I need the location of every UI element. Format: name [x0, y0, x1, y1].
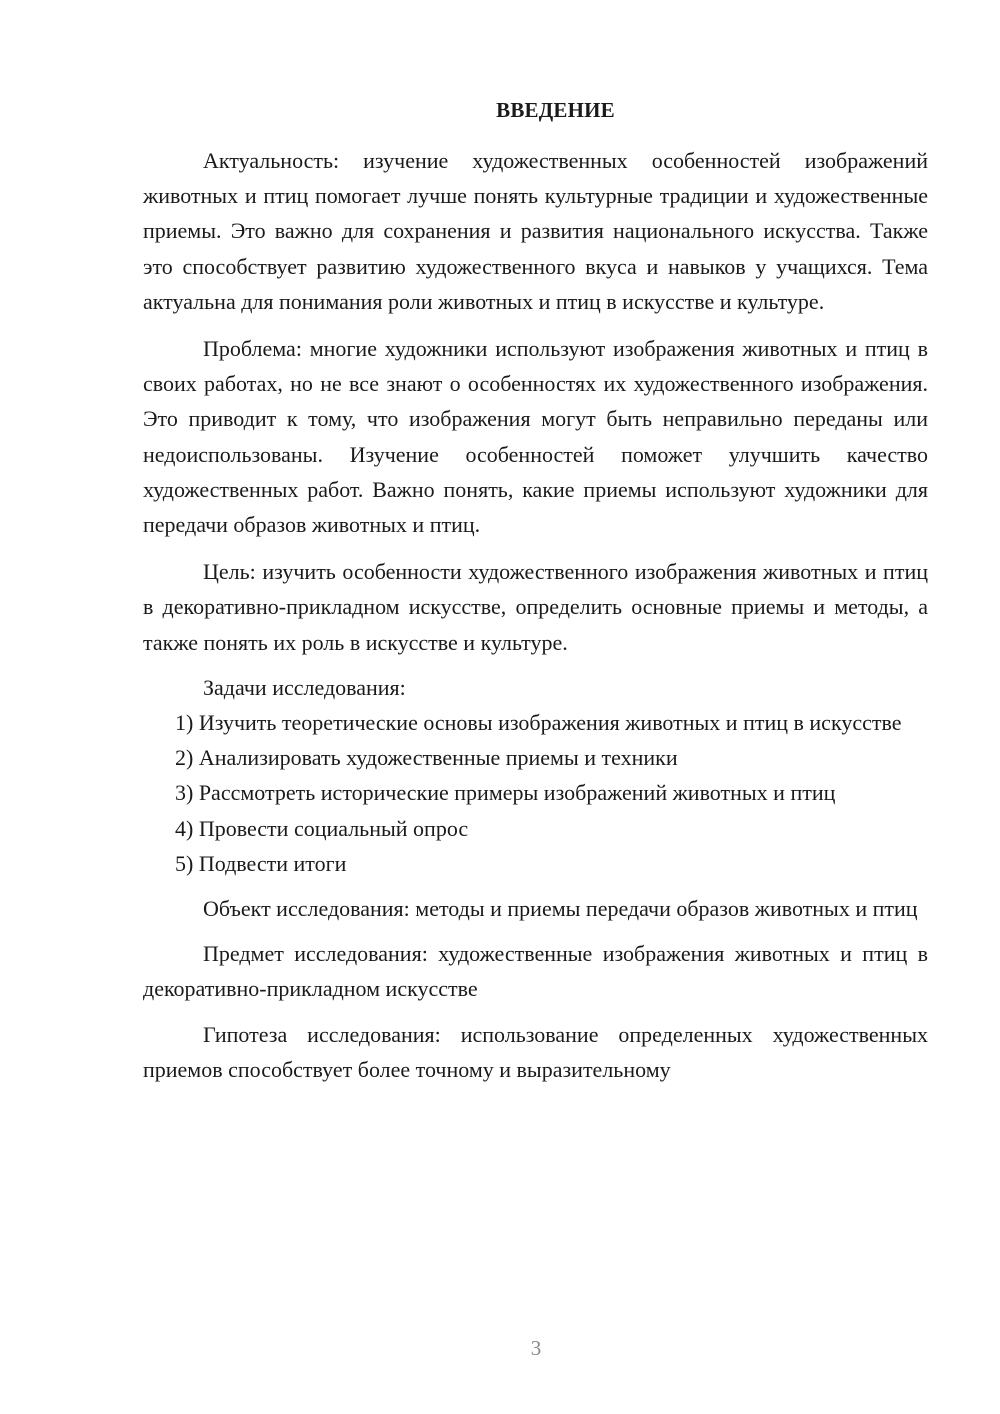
- problem-paragraph: Проблема: многие художники используют изображения животных и птиц в своих работах, но не все знают о особенностях их художественного изображения. Это приводит к тому, что изображения могут быть неправильно переданы или недоиспользованы. Изучение особенностей поможет улучшить качество художественных работ. Важно понять, какие приемы используют художники для передачи образов животных и птиц.: [143, 336, 928, 538]
- tasks-heading: Задачи исследования:: [203, 674, 406, 700]
- subject-paragraph: Предмет исследования: художественные изображения животных и птиц в декоративно-прикладном искусстве: [143, 941, 928, 1002]
- task-item-3: 3) Рассмотреть исторические примеры изображений животных и птиц: [175, 780, 836, 806]
- page-title: ВВЕДЕНИЕ: [496, 98, 615, 122]
- object-paragraph: Объект исследования: методы и приемы передачи образов животных и птиц: [203, 896, 918, 922]
- tasks-list: [143, 705, 928, 881]
- goal-paragraph: Цель: изучить особенности художественного изображения животных и птиц в декоративно-прикладном искусстве, определить основные приемы и методы, а также понять их роль в искусстве и культуре.: [143, 559, 928, 655]
- relevance-paragraph: Актуальность: изучение художественных особенностей изображений животных и птиц помогает лучше понять культурные традиции и художественные приемы. Это важно для сохранения и развития национального искусства. Также это способствует развитию художественного вкуса и навыков у учащихся. Тема актуальна для понимания роли животных и птиц в искусстве и культуре.: [143, 148, 928, 314]
- hypothesis-paragraph: Гипотеза исследования: использование определенных художественных приемов способствует более точному и выразительному: [143, 1021, 928, 1082]
- task-item-2: 2) Анализировать художественные приемы и техники: [175, 745, 678, 771]
- document-page: [143, 95, 928, 1087]
- task-item-4: 4) Провести социальный опрос: [175, 815, 469, 841]
- page-number: 3: [530, 1336, 542, 1360]
- task-item-1: 1) Изучить теоретические основы изображения животных и птиц в искусстве: [175, 710, 902, 736]
- task-item-5: 5) Подвести итоги: [175, 850, 347, 876]
